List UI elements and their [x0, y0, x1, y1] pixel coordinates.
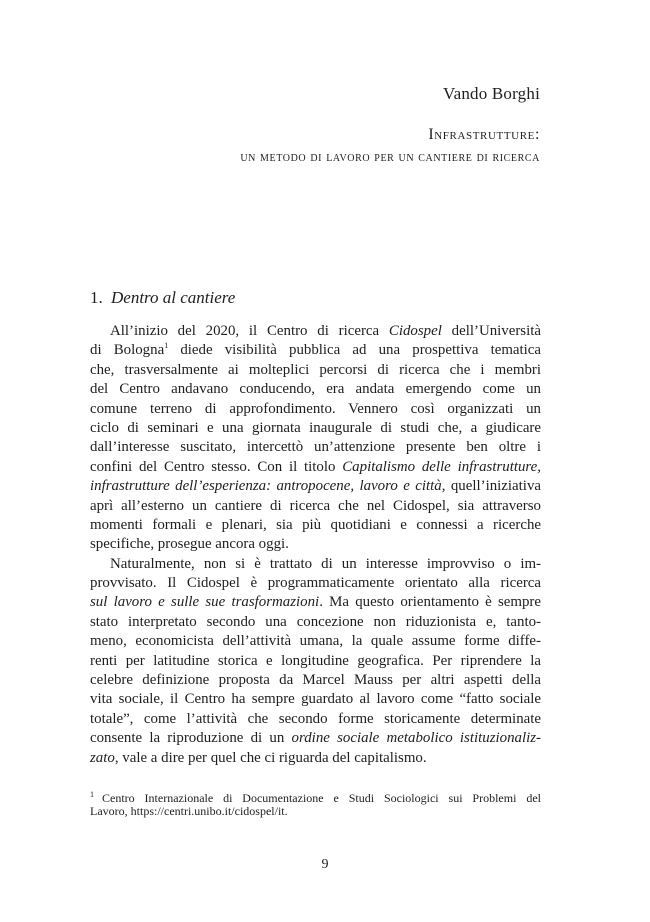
- text-run: , vale a dire per quel che ci riguarda del capitalismo.: [114, 749, 427, 766]
- text-run: consente la riproduzione di un: [90, 730, 285, 747]
- section-title: Dentro al cantiere: [111, 288, 236, 307]
- text-run: All’inizio del 2020, il Centro di ricerca: [110, 323, 380, 339]
- chapter-subtitle: un metodo di lavoro per un cantiere di ricerca: [240, 150, 540, 165]
- paragraph-1-line: [90, 477, 541, 496]
- footnote-line: [90, 786, 541, 803]
- emphasis: Cidospel: [388, 323, 442, 339]
- emphasis: infrastrutture dell’esperienza: antropocene, lavoro e città: [90, 478, 442, 495]
- emphasis: Capitalismo delle infrastrutture,: [342, 458, 541, 475]
- paragraph-1-line: che, trasversalmente ai molteplici percorsi di ricerca che i membri: [90, 361, 541, 378]
- paragraph-1-line: del Centro andavano conducendo, era andata emergendo come un: [90, 381, 541, 398]
- paragraph-2-line: stato interpretato secondo una concezione non riduzionista e, tanto-: [90, 613, 541, 630]
- paragraph-2-line: celebre definizione proposta da Marcel Mauss per altri aspetti della: [90, 672, 541, 689]
- footnote-mark: 1: [90, 790, 94, 799]
- paragraph-1-line: [90, 458, 541, 477]
- paragraph-2-line: [90, 729, 541, 748]
- paragraph-2-line: Naturalmente, non si è trattato di un interesse improvviso o im-: [110, 555, 541, 572]
- text-run: confini del Centro stesso. Con il titolo: [90, 458, 336, 475]
- paragraph-1-line: specifiche, prosegue ancora oggi.: [90, 536, 289, 553]
- author-name: Vando Borghi: [442, 84, 540, 103]
- footnote: [90, 786, 541, 820]
- footnote-line: Lavoro, https://centri.unibo.it/cidospel/it.: [90, 804, 288, 818]
- paragraph-2-line: [90, 593, 541, 612]
- text-run: dell’Università: [451, 323, 541, 339]
- paragraph-1-line: [90, 322, 541, 341]
- text-run: Centro Internazionale di Documentazione e Studi Sociologici sui Problemi del: [102, 791, 541, 805]
- emphasis: ordine sociale metabolico istituzionaliz-: [291, 730, 541, 747]
- emphasis: sul lavoro e sulle sue trasformazioni: [90, 594, 320, 611]
- emphasis: zato: [90, 749, 115, 766]
- paragraph-2-line: totale”, come l’attività che secondo forme storicamente determinate: [90, 710, 541, 727]
- text-run: . Ma questo orientamento è sempre: [319, 594, 541, 611]
- text-run: diede visibilità pubblica ad una prospettiva tematica: [180, 342, 541, 359]
- paragraph-1-line: dall’interesse suscitato, intercettò un’attenzione presente ben oltre i: [90, 439, 541, 456]
- paragraph-2-line: [90, 749, 541, 768]
- text-run: , quell’iniziativa: [441, 478, 541, 495]
- paragraph-1-line: momenti formali e plenari, sia più quotidiani e connessi a ricerche: [90, 516, 541, 533]
- section-heading: [90, 288, 235, 308]
- body-text: [90, 322, 541, 768]
- footnote-reference[interactable]: 1: [164, 341, 169, 351]
- paragraph-2-line: provvisato. Il Cidospel è programmaticamente orientato alla ricerca: [90, 575, 541, 592]
- chapter-title: Infrastrutture:: [428, 126, 540, 143]
- page-number: 9: [321, 857, 329, 872]
- paragraph-1-line: ciclo di seminari e una giornata inaugurale di studi che, a giudicare: [90, 419, 541, 436]
- paragraph-2-line: vita sociale, il Centro ha sempre guardato al lavoro come “fatto sociale: [90, 691, 541, 708]
- section-number: 1.: [90, 288, 103, 307]
- paragraph-2-line: meno, economicista dell’attività umana, la quale assume forme diffe-: [90, 633, 541, 650]
- paragraph-1-line: aprì all’esterno un cantiere di ricerca che nel Cidospel, sia attraverso: [90, 497, 541, 514]
- paragraph-2-line: renti per latitudine storica e longitudine geografica. Per riprendere la: [90, 652, 541, 669]
- paragraph-1-line: comune terreno di approfondimento. Vennero così organizzati un: [90, 400, 541, 417]
- text-run: di Bologna: [90, 342, 165, 359]
- paragraph-1-line: [90, 341, 541, 360]
